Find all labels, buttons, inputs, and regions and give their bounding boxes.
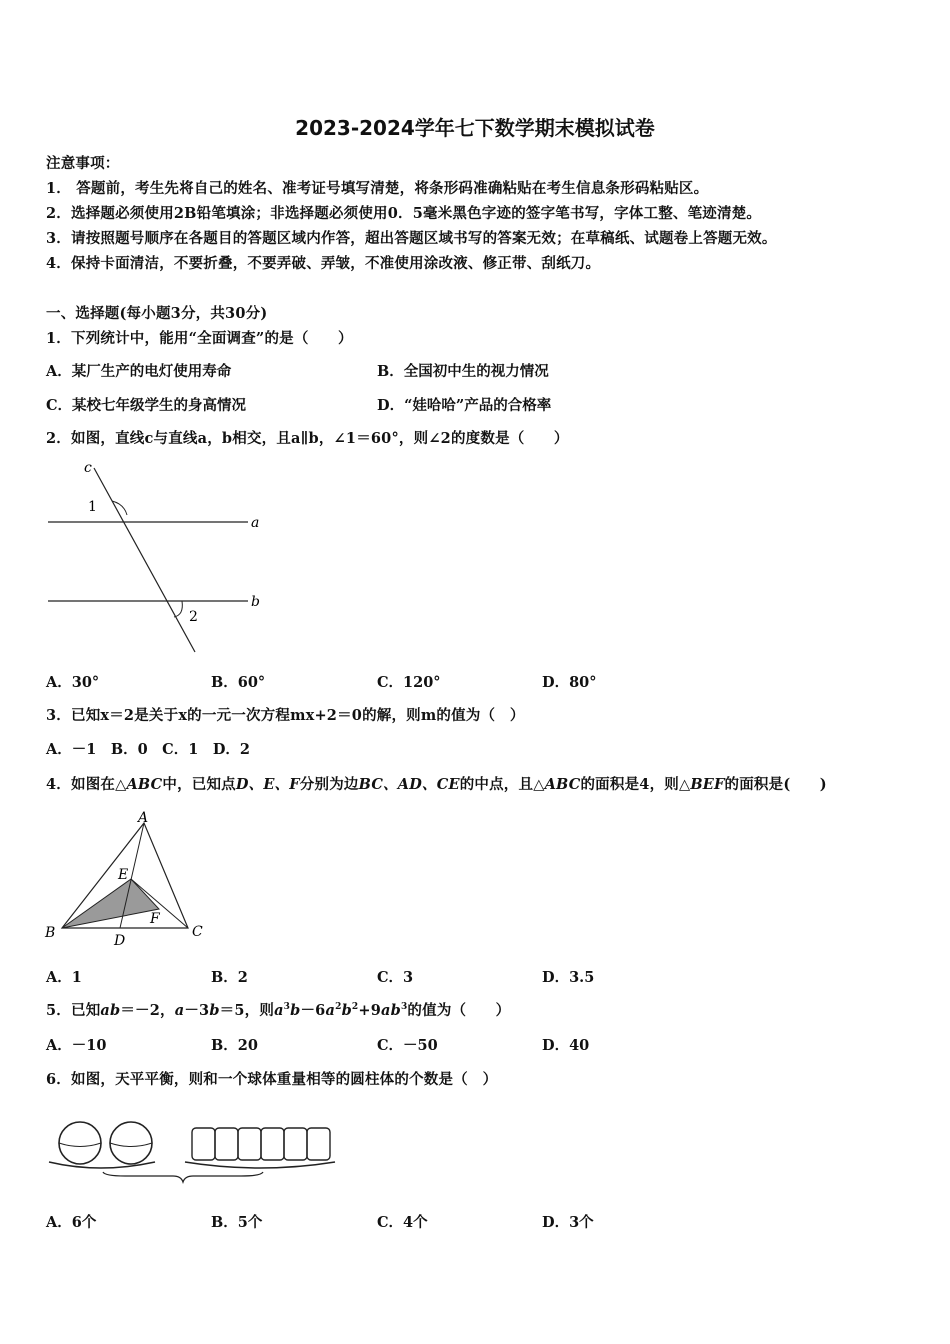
q4-option-a: A．1 [46, 969, 82, 986]
notice-item-3: 3．请按照题号顺序在各题目的答题区域内作答，超出答题区域书写的答案无效；在草稿纸、试题卷上答题无效。 [46, 230, 777, 247]
q6-option-b: B．5个 [211, 1214, 263, 1231]
cylinder-1 [192, 1128, 215, 1160]
label-C: C [192, 924, 203, 940]
q5-option-b: B．20 [211, 1037, 258, 1054]
q6-option-c: C．4个 [377, 1214, 428, 1231]
q2-figure [40, 455, 280, 660]
right-pan [185, 1162, 335, 1168]
cylinder-4 [261, 1128, 284, 1160]
q6-option-a: A．6个 [46, 1214, 97, 1231]
q6-stem: 6．如图，天平平衡，则和一个球体重量相等的圆柱体的个数是（ ） [46, 1071, 498, 1088]
label-B: B [45, 925, 56, 941]
angle2-arc [174, 601, 182, 617]
q1-option-b: B．全国初中生的视力情况 [377, 363, 549, 380]
notice-item-2: 2．选择题必须使用2B铅笔填涂；非选择题必须使用0．5毫米黑色字迹的签字笔书写，字体工整、笔迹清楚。 [46, 205, 762, 222]
label-angle2: 2 [189, 609, 198, 625]
notice-heading: 注意事项： [46, 155, 120, 172]
ball-1 [59, 1122, 101, 1164]
notice-item-4: 4．保持卡面清洁，不要折叠，不要弄破、弄皱，不准使用涂改液、修正带、刮纸刀。 [46, 255, 601, 272]
cylinder-2 [215, 1128, 238, 1160]
q4-option-c: C．3 [377, 969, 414, 986]
label-b: b [251, 594, 260, 610]
q5-option-c: C．－50 [377, 1037, 438, 1054]
label-angle1: 1 [88, 499, 97, 515]
q3-options: A．－1 B．0 C．1 D．2 [46, 741, 250, 758]
q2-option-c: C．120° [377, 674, 441, 691]
ball-1-equator [59, 1143, 101, 1147]
q3-stem: 3．已知x＝2是关于x的一元一次方程mx+2＝0的解，则m的值为（ ） [46, 707, 525, 724]
q2-option-a: A．30° [46, 674, 100, 691]
q4-option-b: B．2 [211, 969, 248, 986]
angle1-arc [112, 501, 127, 515]
q4-figure [40, 805, 220, 950]
q6-option-d: D．3个 [542, 1214, 594, 1231]
ball-2-equator [110, 1143, 152, 1147]
q1-option-a: A．某厂生产的电灯使用寿命 [46, 363, 232, 380]
triangle-bef [62, 879, 159, 928]
q5-option-d: D．40 [542, 1037, 590, 1054]
label-D: D [114, 933, 126, 949]
cylinder-6 [307, 1128, 330, 1160]
q5-option-a: A．－10 [46, 1037, 107, 1054]
page-title: 2023-2024学年七下数学期末模拟试卷 [295, 116, 655, 140]
label-A: A [138, 810, 149, 826]
q2-stem: 2．如图，直线c与直线a，b相交，且a∥b，∠1＝60°，则∠2的度数是（ ） [46, 430, 569, 447]
q1-option-d: D．“娃哈哈”产品的合格率 [377, 397, 552, 414]
cylinder-3 [238, 1128, 261, 1160]
cylinder-5 [284, 1128, 307, 1160]
q4-option-d: D．3.5 [542, 969, 595, 986]
label-c: c [84, 460, 92, 476]
q2-option-d: D．80° [542, 674, 597, 691]
label-F: F [150, 911, 160, 927]
q5-stem: 5．已知ab＝－2，a－3b＝5，则$a^3b-6a^2b^2+9ab^3$的值为（ ） [46, 1002, 511, 1019]
label-E: E [118, 867, 129, 883]
q1-stem: 1．下列统计中，能用“全面调查”的是（ ） [46, 330, 353, 347]
q1-option-c: C．某校七年级学生的身高情况 [46, 397, 247, 414]
q2-option-b: B．60° [211, 674, 266, 691]
ball-2 [110, 1122, 152, 1164]
line-c [94, 468, 195, 652]
section-heading: 一、选择题(每小题3分，共30分) [46, 305, 268, 322]
beam-brace [103, 1172, 263, 1182]
label-a: a [251, 515, 260, 531]
q6-figure [45, 1110, 345, 1190]
notice-item-1: 1． 答题前，考生先将自己的姓名、准考证号填写清楚，将条形码准确粘贴在考生信息条形码粘贴区。 [46, 180, 709, 197]
q4-stem: 4．如图在△ABC中，已知点D、E、F分别为边BC、AD、CE的中点，且△ABC的面积是4，则△BEF的面积是( ) [46, 776, 827, 793]
